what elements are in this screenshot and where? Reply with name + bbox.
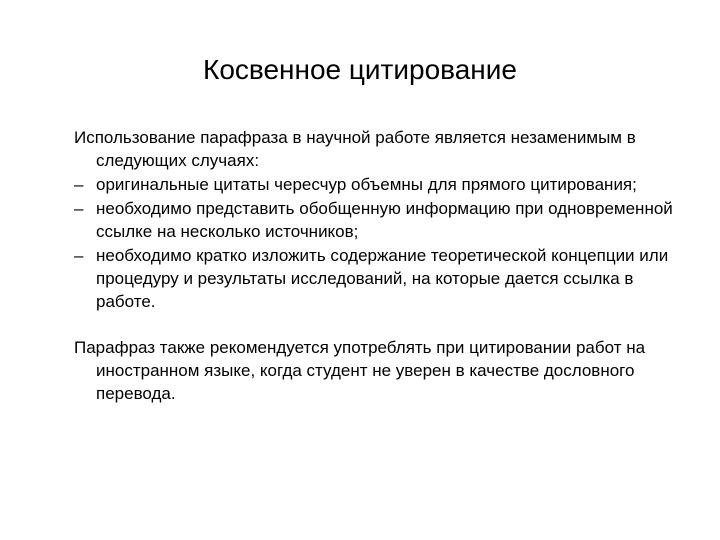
slide-title: Косвенное цитирование bbox=[203, 54, 517, 85]
bullet-item-3 bbox=[74, 244, 674, 313]
bullet-item-text: необходимо кратко изложить содержание теоретической концепции или процедуру и результаты исследований, на которые дается ссылка в работе. bbox=[96, 246, 669, 311]
bullet-item-1 bbox=[74, 173, 674, 196]
slide-body bbox=[74, 126, 674, 406]
dash-bullet-icon: – bbox=[74, 246, 84, 265]
bullet-item-text: оригинальные цитаты чересчур объемны для прямого цитирования; bbox=[96, 175, 637, 194]
paragraph-spacer bbox=[74, 314, 674, 336]
closing-paragraph: Парафраз также рекомендуется употреблять при цитировании работ на иностранном языке, когда студент не уверен в качестве дословного перевода. bbox=[74, 338, 646, 403]
dash-bullet-icon: – bbox=[74, 175, 84, 194]
intro-paragraph: Использование парафраза в научной работе является незаменимым в следующих случаях: bbox=[74, 128, 636, 170]
bullet-item-2 bbox=[74, 197, 674, 243]
bullet-item-text: необходимо представить обобщенную информацию при одновременной ссылке на несколько источников; bbox=[96, 199, 673, 241]
dash-bullet-icon: – bbox=[74, 199, 84, 218]
